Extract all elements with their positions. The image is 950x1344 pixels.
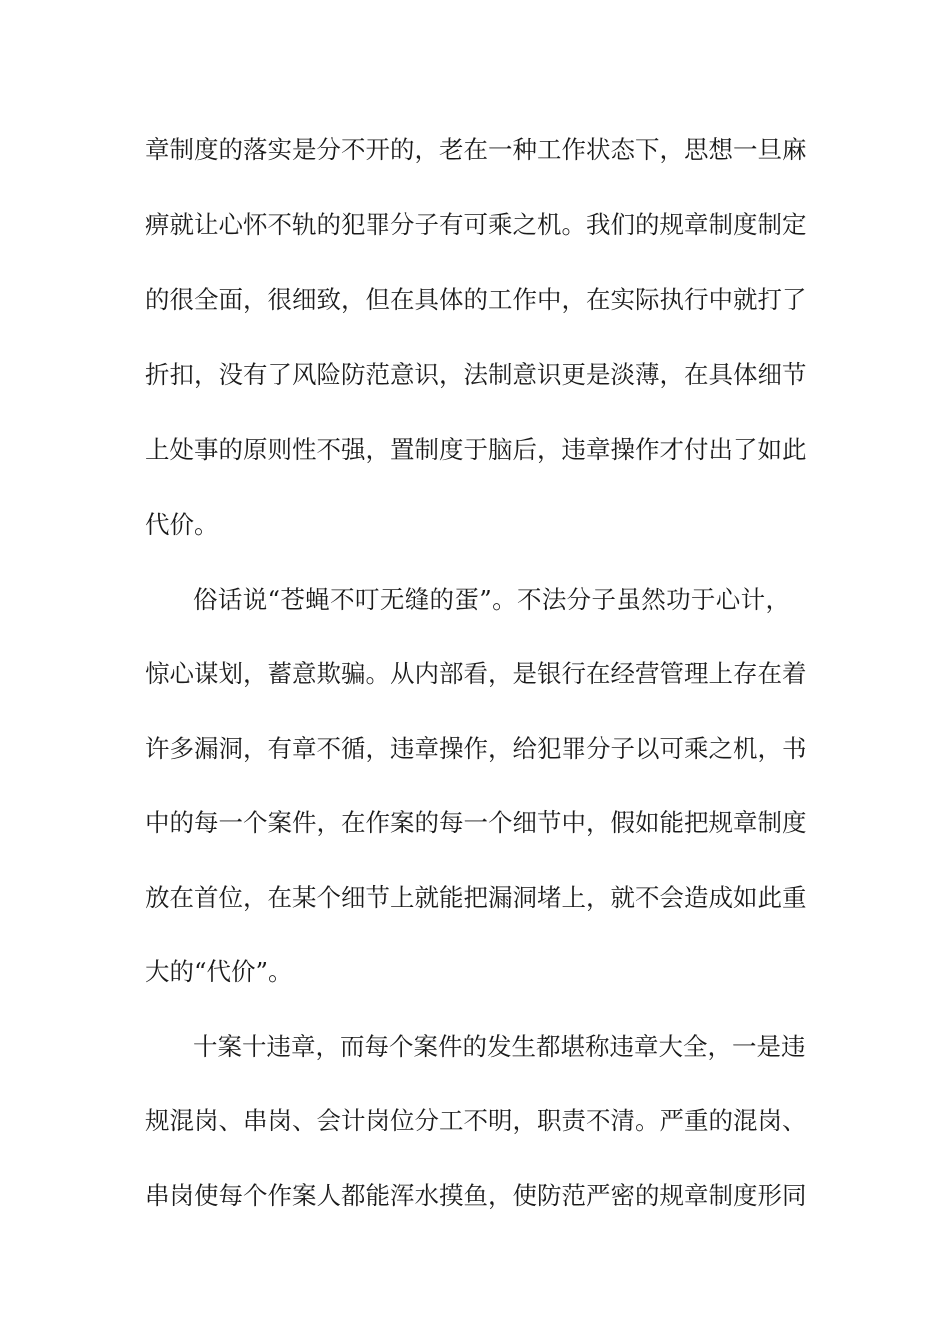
text-line: 痹就让心怀不轨的犯罪分子有可乘之机。我们的规章制度制定 (145, 210, 807, 239)
text-line: 许多漏洞，有章不循，违章操作，给犯罪分子以可乘之机，书 (145, 734, 807, 763)
paragraph-first-line: 十案十违章，而每个案件的发生都堪称违章大全，一是违 (193, 1032, 806, 1061)
text-line: 大的“代价”。 (145, 957, 293, 986)
text-line: 中的每一个案件，在作案的每一个细节中，假如能把规章制度 (145, 808, 807, 837)
text-line: 章制度的落实是分不开的，老在一种工作状态下，思想一旦麻 (145, 135, 807, 164)
text-line: 串岗使每个作案人都能浑水摸鱼，使防范严密的规章制度形同 (145, 1181, 807, 1210)
text-line: 放在首位，在某个细节上就能把漏洞堵上，就不会造成如此重 (145, 883, 807, 912)
text-line: 惊心谋划，蓄意欺骗。从内部看，是银行在经营管理上存在着 (145, 659, 807, 688)
text-line: 代价。 (145, 510, 219, 539)
text-line: 上处事的原则性不强，置制度于脑后，违章操作才付出了如此 (145, 435, 807, 464)
text-line: 的很全面，很细致，但在具体的工作中，在实际执行中就打了 (145, 285, 807, 314)
paragraph-first-line: 俗话说“苍蝇不叮无缝的蛋”。不法分子虽然功于心计， (193, 585, 790, 614)
text-line: 折扣，没有了风险防范意识，法制意识更是淡薄，在具体细节 (145, 360, 807, 389)
text-line: 规混岗、串岗、会计岗位分工不明，职责不清。严重的混岗、 (145, 1106, 807, 1135)
